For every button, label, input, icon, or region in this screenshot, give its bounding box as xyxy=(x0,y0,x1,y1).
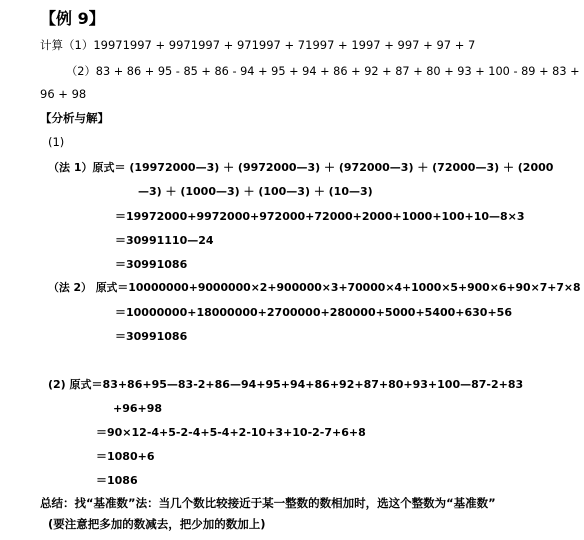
method1-line-1: （法 1）原式＝ (19972000—3) ＋ (9972000—3) ＋ (972000—3) ＋ (72000—3) ＋ (2000 xyxy=(48,161,554,174)
part2-line-2: +96+98 xyxy=(113,402,163,415)
summary-line-2: (要注意把多加的数减去，把少加的数加上) xyxy=(48,517,266,531)
part1-label: (1) xyxy=(48,135,65,149)
method2-line-1: （法 2） 原式＝10000000+9000000×2+900000×3+70000×4+1000×5+900×6+90×7+7×8 xyxy=(48,281,581,294)
method1-line-5: ＝30991086 xyxy=(115,258,188,271)
part2-line-1: (2) 原式＝83+86+95—83-2+86—94+95+94+86+92+87+80+93+100—87-2+83 xyxy=(48,378,524,391)
summary-line-1: 总结：找“基准数”法：当几个数比较接近于某一整数的数相加时，选这个整数为“基准数” xyxy=(40,496,496,510)
analysis-heading: 【分析与解】 xyxy=(40,111,109,125)
problem-line-2: （2）83 + 86 + 95 - 85 + 86 - 94 + 95 + 94 + 86 + 92 + 87 + 80 + 93 + 100 - 89 + 83 + xyxy=(66,65,580,78)
problem-line-3: 96 + 98 xyxy=(40,87,87,101)
part2-line-4: ＝1080+6 xyxy=(96,450,155,463)
example-title: 【例 9】 xyxy=(40,9,105,28)
method2-line-2: ＝10000000+18000000+2700000+280000+5000+5400+630+56 xyxy=(115,306,512,319)
method1-line-2: —3) ＋ (1000—3) ＋ (100—3) ＋ (10—3) xyxy=(138,185,373,198)
part2-line-5: ＝1086 xyxy=(96,474,138,487)
method1-line-4: ＝30991110—24 xyxy=(115,234,214,247)
method1-line-3: ＝19972000+9972000+972000+72000+2000+1000+100+10—8×3 xyxy=(115,210,525,223)
method2-line-3: ＝30991086 xyxy=(115,330,188,343)
problem-line-1: 计算（1）19971997 + 9971997 + 971997 + 71997 + 1997 + 997 + 97 + 7 xyxy=(40,38,476,52)
part2-line-3: ＝90×12-4+5-2-4+5-4+2-10+3+10-2-7+6+8 xyxy=(96,426,366,439)
